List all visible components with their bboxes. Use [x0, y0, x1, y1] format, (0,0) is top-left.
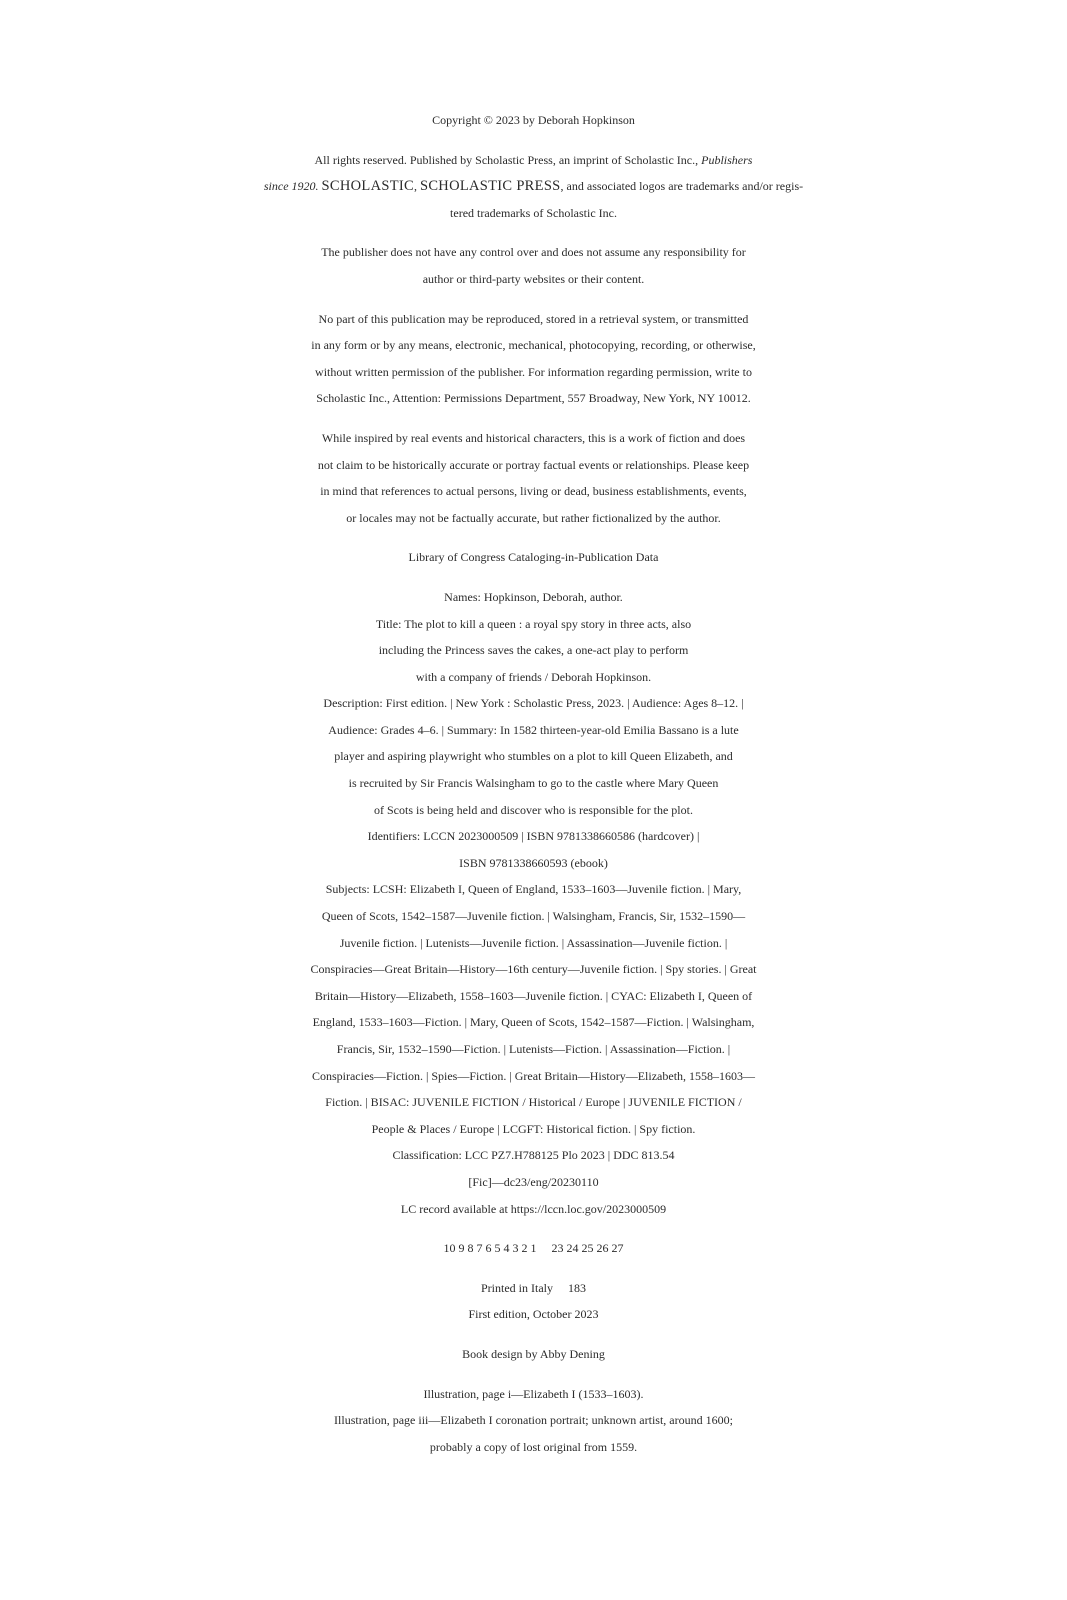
rights-line-2: since 1920. SCHOLASTIC, SCHOLASTIC PRESS, and associated logos are trademarks and/or regis- [263, 178, 804, 195]
cip-line: is recruited by Sir Francis Walsingham to go to the castle where Mary Queen [348, 776, 719, 791]
cip-line: Juvenile fiction. | Lutenists—Juvenile fiction. | Assassination—Juvenile fiction. | [339, 935, 728, 950]
cip-data-block [0, 584, 1067, 1222]
rights-line-1: All rights reserved. Published by Scholastic Press, an imprint of Scholastic Inc., Publishers [314, 152, 753, 167]
cip-line: with a company of friends / Deborah Hopkinson. [415, 669, 652, 684]
book-design-credit: Book design by Abby Dening [462, 1346, 605, 1361]
copyright-page [0, 107, 1067, 1473]
fiction-disclaimer-line: not claim to be historically accurate or portray factual events or relationships. Please keep [317, 457, 750, 472]
cip-line: Classification: LCC PZ7.H788125 Plo 2023 | DDC 813.54 [392, 1148, 675, 1163]
book-design-block [0, 1341, 1067, 1368]
cip-line: Fiction. | BISAC: JUVENILE FICTION / Historical / Europe | JUVENILE FICTION / [325, 1095, 742, 1110]
illustration-credits-block [0, 1381, 1067, 1461]
copyright-line [0, 107, 1067, 134]
cip-line: Description: First edition. | New York : Scholastic Press, 2023. | Audience: Ages 8–12. | [323, 696, 744, 711]
cip-line: Identifiers: LCCN 2023000509 | ISBN 9781338660586 (hardcover) | [367, 829, 700, 844]
no-reproduction-paragraph [0, 306, 1067, 412]
no-reproduction-line: Scholastic Inc., Attention: Permissions Department, 557 Broadway, New York, NY 10012. [316, 391, 751, 406]
cip-line: LC record available at https://lccn.loc.gov/2023000509 [400, 1201, 667, 1216]
cip-line: player and aspiring playwright who stumbles on a plot to kill Queen Elizabeth, and [334, 749, 733, 764]
cip-line: Title: The plot to kill a queen : a royal spy story in three acts, also [375, 616, 692, 631]
cip-line: ISBN 9781338660593 (ebook) [459, 855, 608, 870]
printed-in-line: Printed in Italy 183 [481, 1280, 586, 1295]
cip-line: Queen of Scots, 1542–1587—Juvenile fiction. | Walsingham, Francis, Sir, 1532–1590— [321, 909, 746, 924]
rights-paragraph [0, 147, 1067, 227]
cip-line: Conspiracies—Fiction. | Spies—Fiction. | Great Britain—History—Elizabeth, 1558–1603— [311, 1068, 756, 1083]
fiction-disclaimer-paragraph [0, 425, 1067, 531]
no-reproduction-line: in any form or by any means, electronic, mechanical, photocopying, recording, or otherwise, [311, 338, 756, 353]
cip-line: of Scots is being held and discover who is responsible for the plot. [374, 802, 693, 817]
cip-line: Names: Hopkinson, Deborah, author. [444, 589, 623, 604]
publisher-note-line: author or third-party websites or their content. [422, 271, 645, 286]
cip-line: Audience: Grades 4–6. | Summary: In 1582 thirteen-year-old Emilia Bassano is a lute [328, 722, 739, 737]
no-reproduction-line: without written permission of the publisher. For information regarding permission, write to [315, 364, 752, 379]
no-reproduction-line: No part of this publication may be reproduced, stored in a retrieval system, or transmitted [318, 311, 749, 326]
illustration-credit-line: Illustration, page iii—Elizabeth I coronation portrait; unknown artist, around 1600; [334, 1413, 733, 1428]
printing-line-block [0, 1235, 1067, 1262]
printing-number-line: 10 9 8 7 6 5 4 3 2 1 23 24 25 26 27 [443, 1241, 624, 1256]
fiction-disclaimer-line: While inspired by real events and historical characters, this is a work of fiction and does [321, 430, 746, 445]
cip-line: England, 1533–1603—Fiction. | Mary, Queen of Scots, 1542–1587—Fiction. | Walsingham, [312, 1015, 755, 1030]
illustration-credit-line: probably a copy of lost original from 1559. [429, 1439, 638, 1454]
loc-heading: Library of Congress Cataloging-in-Publication Data [408, 550, 659, 565]
printed-in-block [0, 1275, 1067, 1328]
loc-heading-block [0, 544, 1067, 571]
fiction-disclaimer-line: in mind that references to actual persons, living or dead, business establishments, events, [320, 484, 747, 499]
copyright-text: Copyright © 2023 by Deborah Hopkinson [432, 113, 635, 127]
edition-line: First edition, October 2023 [468, 1307, 599, 1322]
trademark-scholastic-press: SCHOLASTIC PRESS [419, 178, 561, 195]
rights-line-3: tered trademarks of Scholastic Inc. [450, 205, 617, 220]
cip-line: [Fic]—dc23/eng/20230110 [468, 1174, 599, 1189]
fiction-disclaimer-line: or locales may not be factually accurate, but rather fictionalized by the author. [346, 510, 721, 525]
trademark-scholastic: SCHOLASTIC [321, 178, 414, 195]
publisher-note-paragraph [0, 239, 1067, 292]
illustration-credit-line: Illustration, page i—Elizabeth I (1533–1603). [423, 1386, 644, 1401]
cip-line: Francis, Sir, 1532–1590—Fiction. | Lutenists—Fiction. | Assassination—Fiction. | [336, 1042, 731, 1056]
cip-line: including the Princess saves the cakes, a one-act play to perform [378, 643, 689, 658]
publisher-note-line: The publisher does not have any control over and does not assume any responsibility for [321, 245, 746, 260]
cip-line: Britain—History—Elizabeth, 1558–1603—Juvenile fiction. | CYAC: Elizabeth I, Queen of [314, 988, 753, 1003]
cip-line: Conspiracies—Great Britain—History—16th century—Juvenile fiction. | Spy stories. | Great [310, 962, 757, 977]
cip-line: Subjects: LCSH: Elizabeth I, Queen of England, 1533–1603—Juvenile fiction. | Mary, [325, 882, 742, 897]
cip-line: People & Places / Europe | LCGFT: Historical fiction. | Spy fiction. [371, 1121, 696, 1136]
